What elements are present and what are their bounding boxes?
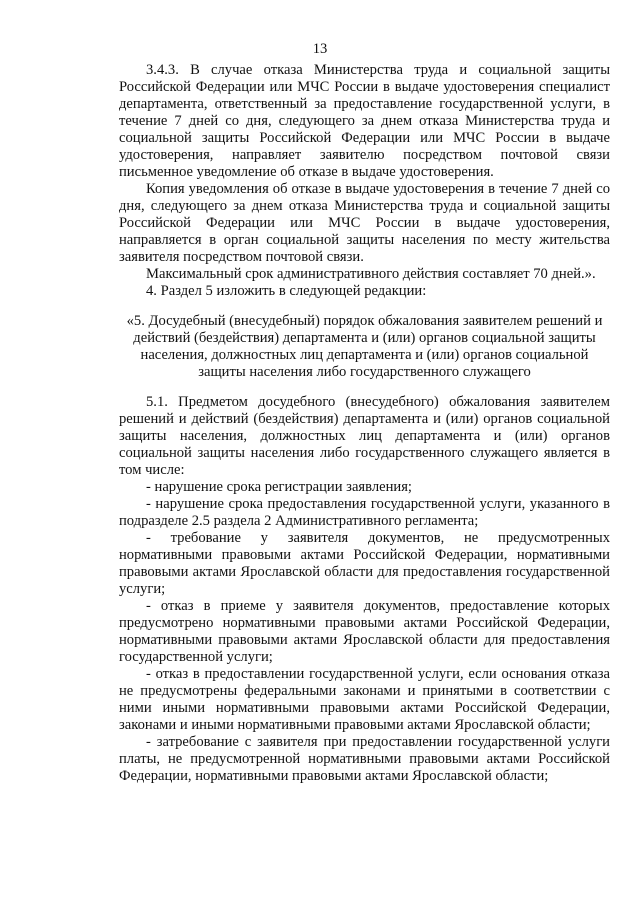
list-item: - затребование с заявителя при предоставлении государственной услуги платы, не предусмотренной нормативными правовыми актами Российской Федерации, нормативными правовыми актами Ярославской области; [119, 734, 610, 784]
list-item: - нарушение срока предоставления государственной услуги, указанного в подразделе 2.5 раздела 2 Административного регламента; [119, 496, 610, 529]
section-5-heading-text: «5. Досудебный (внесудебный) порядок обжалования заявителем решений и действий (бездействия) департамента и (или) органов социальной защиты населения, должностных лиц департамента и (или) органов социальной защиты населения либо государственного служащего [126, 313, 603, 380]
list-item: - отказ в предоставлении государственной услуги, если основания отказа не предусмотрены федеральными законами и принятыми в соответствии с ними иными нормативными правовыми актами Российской Федерации, законами и иными нормативными правовыми актами Ярославской области; [119, 666, 610, 733]
paragraph-5-1: 5.1. Предметом досудебного (внесудебного) обжалования заявителем решений и действий (бездействия) департамента и (или) органов социальной защиты населения, должностных лиц департамента и (или) органов социальной защиты населения либо государственного служащего является в том числе: [119, 394, 610, 478]
list-item: - нарушение срока регистрации заявления; [146, 479, 412, 495]
paragraph-section-5-amendment: 4. Раздел 5 изложить в следующей редакции: [146, 283, 427, 299]
section-5-heading [119, 313, 610, 381]
spacer [119, 300, 610, 313]
paragraph-notice-copy: Копия уведомления об отказе в выдаче удостоверения в течение 7 дней со дня, следующего за днем отказа Министерства труда и социальной защиты Российской Федерации или МЧС России в выдаче удостоверения, направляется в орган социальной защиты населения по месту жительства заявителя посредством почтовой связи. [119, 181, 610, 265]
page-number: 13 [312, 41, 328, 57]
list-item: - отказ в приеме у заявителя документов, предоставление которых предусмотрено нормативными правовыми актами Российской Федерации, нормативными правовыми актами Ярославской области для предоставления государственной услуги; [119, 598, 610, 665]
list-item: - требование у заявителя документов, не предусмотренных нормативными правовыми актами Российской Федерации, нормативными правовыми актами Ярославской области для предоставления государственной услуги; [119, 530, 610, 597]
paragraph-max-term: Максимальный срок административного действия составляет 70 дней.». [146, 266, 596, 282]
paragraph-3-4-3: 3.4.3. В случае отказа Министерства труда и социальной защиты Российской Федерации или МЧС России в выдаче удостоверения специалист департамента, ответственный за предоставление государственной услуги, в течение 7 дней со дня, следующего за днем отказа Министерства труда и социальной защиты Российской Федерации или МЧС России в выдаче удостоверения, направляет заявителю посредством почтовой связи письменное уведомление об отказе в выдаче удостоверения. [119, 62, 610, 180]
document-body [119, 62, 610, 785]
spacer [119, 381, 610, 394]
